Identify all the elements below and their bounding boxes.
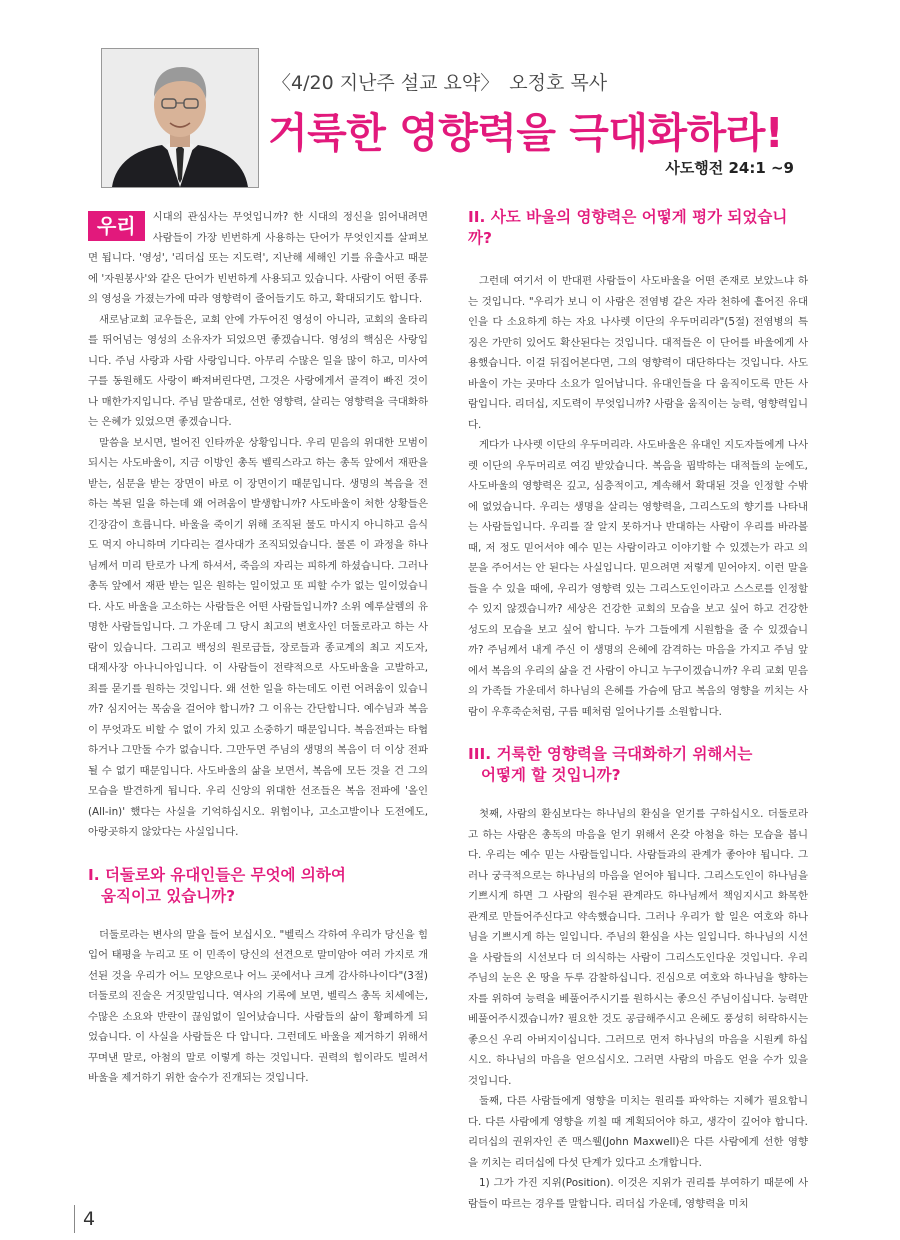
paragraph: 말씀을 보시면, 벌어진 인타까운 상황입니다. 우리 믿음의 위대한 모범이 되시는 사도바울이, 지금 이방인 총독 벨릭스라고 하는 총독 앞에서 재판을 받는, 심문을 받는 장면이 바로 이 장면이기 때문입니다. 생명의 복음을 전하는 복된 일을 하는데 왜 어려움이 발생합니까? 사도바울이 처한 상황들은 긴장감이 흐릅니다. 바울을 죽이기 위해 조직된 물도 마시지 아니하고 음식도 먹지 아니하며 기다리는 결사대가 조직되었습니다. 물론 이 과정을 하나님께서 미리 탄로가 나게 하셔서, 죽음의 자리는 피하게 하셨습니다. 그러나 총독 앞에서 재판 받는 일은 원하는 일이었고 또 피할 수가 없는 일이었습니다. 사도 바울을 고소하는 사람들은 어떤 사람들입니까? 소위 예루살렘의 유명한 사람들입니다. 그 가운데 그 당시 최고의 변호사인 더둘로라고 하는 사람이 있습니다. 그리고 백성의 원로급들, 장로들과 종교계의 최고 지도자, 대제사장 아나니아입니다. 이 사람들이 전략적으로 사도바울을 고발하고, 죄를 묻기를 원하는 것입니다. 왜 선한 일을 하는데도 이런 어려움이 있습니까? 심지어는 목숨을 걸어야 합니까? 그 이유는 간단합니다. 예수님과 복음이 무엇과도 비할 수 없이 가치 있고 소중하기 때문입니다. 복음전파는 타협하거나 그만둘 수가 없습니다. 그만두면 주님의 생명의 복음이 더 이상 전파될 수 없기 때문입니다. 사도바울의 삶을 보면서, 복음에 모든 것을 건 그의 모습을 발견하게 됩니다. 우리 신앙의 위대한 선조들은 복음 전파에 '올인(All-in)' 했다는 사실을 기억하십시오. 위험이나, 고소고발이나 도전에도, 아랑곳하지 않았다는 사실입니다. bbox=[88, 436, 428, 838]
preacher-name: 오정호 목사 bbox=[509, 72, 608, 94]
section-heading-line: III. 거룩한 영향력을 극대화하기 위해서는 bbox=[468, 745, 753, 763]
sermon-title: 거룩한 영향력을 극대화하라! bbox=[268, 109, 784, 157]
subtitle-text: 〈4/20 지난주 설교 요약〉 bbox=[272, 72, 500, 94]
paragraph: 둘째, 다른 사람들에게 영향을 미치는 원리를 파악하는 지혜가 필요합니다. 다른 사람에게 영향을 끼칠 때 계획되어야 하고, 생각이 깊어야 합니다. 리더십의 권위자인 존 맥스웰(John Maxwell)은 다른 사람에게 선한 영향을 끼치는 리더십에 다섯 단계가 있다고 소개합니다. bbox=[468, 1095, 808, 1169]
section-heading-1 bbox=[88, 865, 428, 907]
preacher-photo bbox=[101, 48, 259, 188]
intro-paragraph bbox=[88, 207, 428, 310]
section-heading-line: I. 더둘로와 유대인들은 무엇에 의하여 bbox=[88, 865, 346, 884]
section-heading-3 bbox=[468, 744, 808, 786]
intro-text: 시대의 관심사는 무엇입니까? 한 시대의 정신을 읽어내려면 사람들이 가장 빈번하게 사용하는 단어가 무엇인지를 살펴보면 됩니다. '영성', '리더십 또는 지도력', 지난해 세해인 기를 유출사고 때문에 '자원봉사'와 같은 단어가 빈번하게 사용되고 있습니다. 사람이 어떤 종류의 영성을 가졌는가에 따라 영향력이 줄어들기도 하고, 확대되기도 합니다. bbox=[88, 211, 428, 305]
dropcap-label: 우리 bbox=[88, 211, 145, 241]
left-column bbox=[88, 207, 428, 1089]
page-number: 4 bbox=[74, 1205, 95, 1233]
paragraph: 게다가 나사렛 이단의 우두머리라. 사도바울은 유대인 지도자들에게 나사렛 이단의 우두머리로 여김 받았습니다. 복음을 핍박하는 대적들의 눈에도, 사도바울의 영향력은 깊고, 심층적이고, 계속해서 확대된 것을 인정할 수밖에 없었습니다. 우리는 생명을 살리는 영향력을, 그리스도의 향기를 나타내는 사람들입니다. 우리를 잘 알지 못하거나 반대하는 사람이 우리를 바라볼 때, 저 정도 믿어서야 예수 믿는 사람이라고 이야기할 수 있겠는가 라고 의문을 주어서는 안 된다는 사실입니다. 믿으려면 저렇게 믿어야지. 이런 말을 들을 수 있을 때에, 우리가 영향력 있는 그리스도인이라고 스스로를 인정할 수 있지 않겠습니까? 세상은 건강한 교회의 모습을 보고 싶어 하고 건강한 성도의 모습을 보고 싶어 합니다. 누가 그들에게 시원함을 줄 수 있겠습니까? 주님께서 내게 주신 이 생명의 은혜에 감격하는 마음을 가지고 주님 앞에서 복음의 우리의 삶을 건 사람이 아니고 누구이겠습니까? 우리 교회 믿음의 가족들 가운데서 하나님의 은혜를 가슴에 담고 복음의 영향을 끼치는 사람이 우후죽순처럼, 구름 떼처럼 일어나기를 소원합니다. bbox=[468, 439, 808, 718]
paragraph: 첫째, 사람의 환심보다는 하나님의 환심을 얻기를 구하십시오. 더둘로라고 하는 사람은 총독의 마음을 얻기 위해서 온갖 아첨을 하는 모습을 봅니다. 우리는 예수 믿는 사람들입니다. 사람들과의 관계가 좋아야 됩니다. 그러나 궁극적으로는 하나님의 마음을 얻어야 됩니다. 그리스도인이 하나님을 기쁘시게 하면 그 사람의 원수된 관계라도 하나님께서 책임지시고 화목한 관계로 만들어주신다고 약속했습니다. 그러나 우리가 할 일은 여호와 하나님을 기쁘시게 하는 일입니다. 주님의 환심을 사는 일입니다. 하나님의 시선을 사람들의 시선보다 더 의식하는 사람이 그리스도인다운 것입니다. 우리 주님의 눈은 온 땅을 두루 감찰하십니다. 진심으로 여호와 하나님을 향하는 자를 위하여 능력을 베풀어주시기를 원하시는 좋으신 주님이십니다. 능력만 베풀어주시겠습니까? 필요한 것도 공급해주시고 은혜도 풍성히 허락하시는 좋으신 우리 아버지이십니다. 그러므로 먼저 하나님의 마음을 시원케 하십시오. 하나님의 마음을 얻으십시오. 그러면 사람의 마음도 얻을 수가 있을 것입니다. bbox=[468, 808, 808, 1087]
section-heading-line: 어떻게 할 것입니까? bbox=[481, 766, 621, 784]
paragraph: 그런데 여기서 이 반대편 사람들이 사도바울을 어떤 존재로 보았느냐 하는 것입니다. "우리가 보니 이 사람은 전염병 같은 자라 천하에 흩어진 유대인을 다 소요하게 하는 자요 나사렛 이단의 우두머리라"(5절) 전염병의 특징은 가만히 있어도 확산된다는 것입니다. 대적들은 이 단어를 바울에게 사용했습니다. 이걸 뒤집어본다면, 그의 영향력이 대단하다는 것입니다. 사도바울이 가는 곳마다 소요가 일어납니다. 유대인들을 다 움직이도록 만든 사람입니다. 리더십, 지도력이 무엇입니까? 사람을 움직이는 능력, 영향력입니다. bbox=[468, 275, 808, 431]
section-heading-2: II. 사도 바울의 영향력은 어떻게 평가 되었습니까? bbox=[468, 208, 788, 247]
right-column bbox=[468, 207, 808, 1214]
sermon-subtitle bbox=[272, 68, 607, 95]
paragraph: 새로남교회 교우들은, 교회 안에 가두어진 영성이 아니라, 교회의 울타리를 뛰어넘는 영성의 소유자가 되었으면 좋겠습니다. 영성의 핵심은 사랑입니다. 주님 사랑과 사람 사랑입니다. 아무리 수많은 일을 많이 하고, 미사여구를 동원해도 사랑이 빠져버린다면, 그것은 사랑에게서 골격이 빠진 것이나 매한가지입니다. 주님 말씀대로, 선한 영향력, 살리는 영향력을 극대화하는 은혜가 있었으면 좋겠습니다. bbox=[88, 313, 428, 428]
paragraph: 더둘로라는 변사의 말을 들어 보십시오. "벨릭스 각하여 우리가 당신을 힘입어 태평을 누리고 또 이 민족이 당신의 선견으로 말미암아 여러 가지로 개선된 것을 우리가 어느 모양으로나 어느 곳에서나 크게 감사하나이다"(3절) 더둘로의 진술은 거짓말입니다. 역사의 기록에 보면, 벨릭스 총독 치세에는, 수많은 소요와 반란이 끊임없이 일어났습니다. 사람들의 삶이 황폐하게 되었습니다. 이 사실을 사람들은 다 압니다. 그런데도 바울을 제거하기 위해서 꾸며낸 말로, 아첨의 말로 이렇게 하는 것입니다. 권력의 힘이라도 빌려서 바울을 제거하기 위한 술수가 진개되는 것입니다. bbox=[88, 928, 428, 1084]
section-heading-line: 움직이고 있습니까? bbox=[101, 886, 236, 905]
paragraph: 1) 그가 가진 지위(Position). 이것은 지위가 권리를 부여하기 때문에 사람들이 따르는 경우를 말합니다. 리더십 가운데, 영향력을 미치 bbox=[468, 1177, 808, 1210]
scripture-reference: 사도행전 24:1 ~9 bbox=[665, 159, 794, 177]
